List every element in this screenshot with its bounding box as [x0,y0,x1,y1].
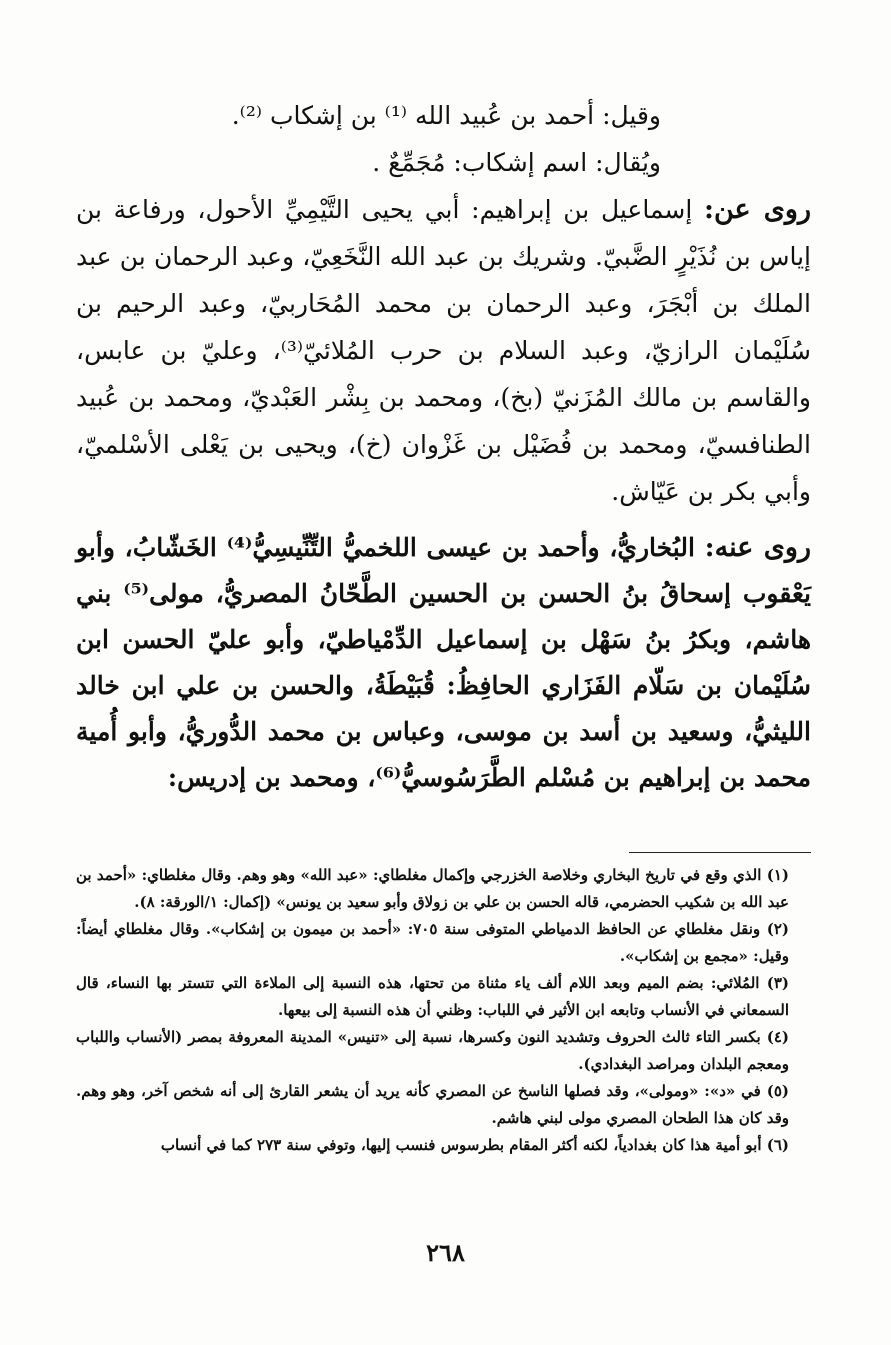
main-text [76,92,811,801]
page-number: ٢٦٨ [426,1238,465,1267]
rawa-anhu-text: البُخاريُّ، وأحمد بن عيسى اللخميُّ التِّنِّيسِيُّ⁽⁴⁾ الخَشّابُ، وأبو يَعْقوب إسحاقُ بنُ الحسن بن الحسين الطَّحّانُ المصريُّ، مولى⁽⁵⁾ بني هاشم، وبكرُ بنُ سَهْل بن إسماعيل الدِّمْياطيّ، وأبو عليّ الحسن ابن سُلَيْمان بن سَلّام الفَزَاري الحافِظُ: قُبَيْطَةُ، والحسن بن علي ابن خالد الليثيُّ، وسعيد بن أسد بن موسى، وعباس بن محمد الدُّوريُّ، وأبو أُمية محمد بن إبراهيم بن مُسْلم الطَّرَسُوسيُّ⁽⁶⁾، ومحمد بن إدريس: [76,533,811,792]
footnote-5: (٥) في «د»: «ومولى»، وقد فصلها الناسخ عن المصري كأنه يريد أن يشعر القارئ إلى أنه شخص آخر، وهو وهم. وقد كان هذا الطحان المصري مولى لبني هاشم. [76,1082,789,1127]
rawa-anhu-paragraph [76,525,811,801]
rawa-an-label: روى عن: [704,194,812,225]
rawa-an-paragraph [76,186,811,515]
footnotes [76,862,811,1159]
footnote-divider [629,852,811,853]
rawa-anhu-label: روى عنه: [704,532,811,563]
footnote-2: (٢) ونقل مغلطاي عن الحافظ الدمياطي المتوفى سنة ٧٠٥: «أحمد بن ميمون بن إشكاب». وقال مغلطاي أيضاً: وقيل: «مجمع بن إشكاب». [76,920,789,965]
footnote-1: (١) الذي وقع في تاريخ البخاري وخلاصة الخزرجي وإكمال مغلطاي: «عبد الله» وهو وهم. وقال مغلطاي: «أحمد بن عبد الله بن شكيب الحضرمي، قاله الحسن بن علي بن زولاق وأبو سعيد بن يونس» (إكمال: ١/الورقة: ٨). [76,866,789,911]
main-line-1: وقيل: أحمد بن عُبيد الله ⁽¹⁾ بن إشكاب ⁽²⁾. [231,101,661,130]
rawa-an-text: إسماعيل بن إبراهيم: أبي يحيى التَّيْمِيِّ الأحول، ورفاعة بن إياس بن نُذَيْرٍ الضَّبيّ. وشريك بن عبد الله النَّخَعِيّ، وعبد الرحمان بن عبد الملك بن أبْجَرَ، وعبد الرحمان بن محمد المُحَاربيّ، وعبد الرحيم بن سُلَيْمان الرازيّ، وعبد السلام بن حرب المُلائيّ⁽³⁾، وعليّ بن عابس، والقاسم بن مالك المُزَنيّ (بخ)، ومحمد بن بِشْر العَبْديّ، ومحمد بن عُبيد الطنافسيّ، ومحمد بن فُضَيْل بن غَزْوان (خ)، ويحيى بن يَعْلى الأسْلميّ، وأبي بكر بن عَيّاش. [76,195,811,506]
footnote-6: (٦) أبو أمية هذا كان بغدادياً، لكنه أكثر المقام بطرسوس فنسب إليها، وتوفي سنة ٢٧٣ كما في أنساب [160,1136,789,1154]
footnote-3: (٣) المُلائي: بضم الميم وبعد اللام ألف ياء مثناة من تحتها، هذه النسبة إلى الملاءة التي تتستر بها النساء، قال السمعاني في الأنساب وتابعه ابن الأثير في اللباب: وظني أن هذه النسبة إلى بيعها. [76,974,789,1019]
footnote-4: (٤) بكسر التاء ثالث الحروف وتشديد النون وكسرها، نسبة إلى «تنيس» المدينة المعروفة بمصر (الأنساب واللباب ومعجم البلدان ومراصد البغدادي). [76,1028,789,1073]
main-line-2: ويُقال: اسم إشكاب: مُجَمِّعٌ . [372,148,661,177]
